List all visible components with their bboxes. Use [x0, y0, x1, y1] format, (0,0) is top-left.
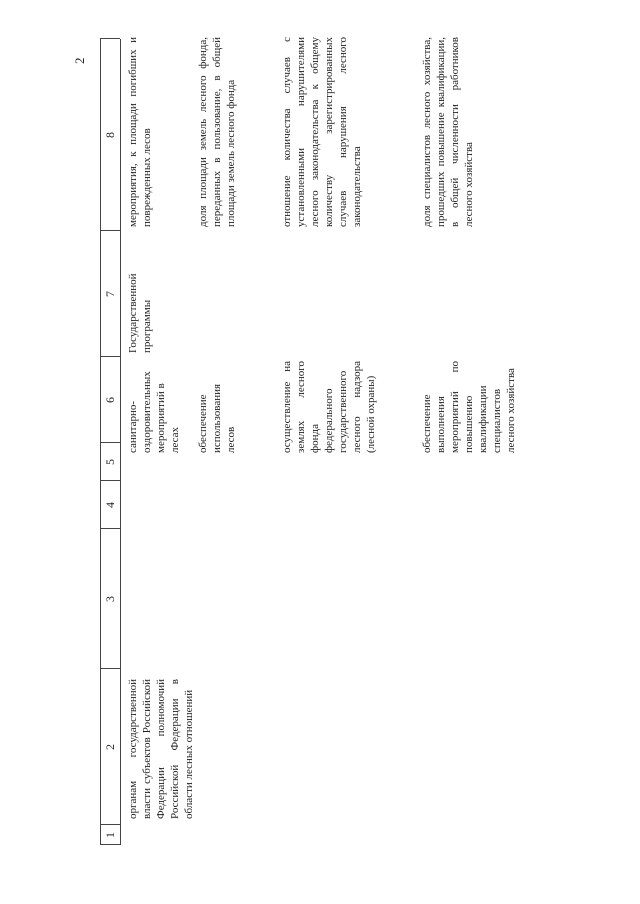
- col-divider-5: [100, 442, 120, 443]
- column-number-5: 5: [103, 459, 117, 465]
- col2-text: органам государственной власти субъектов Российской Федерации полномочий Российской Федерации в области лесных отношений: [127, 679, 195, 819]
- column-number-2: 2: [103, 744, 117, 750]
- header-row-divider: [120, 39, 121, 845]
- col6-entry-2: обеспечение использования лесов: [197, 383, 237, 453]
- col8-entry-1: мероприятия, к площади погибших и поврежденных лесов: [127, 37, 153, 227]
- col6-entry-4: обеспечение выполнения мероприятий по повышению квалификации специалистов лесного хозяйства: [421, 361, 517, 453]
- rotated-table: [100, 25, 640, 845]
- page-number: 2: [72, 57, 87, 64]
- col7-text: Государственной программы: [127, 273, 153, 353]
- col-divider-7: [100, 230, 120, 231]
- col-divider-3: [100, 528, 120, 529]
- col8-entry-3: отношение количества случаев с установленными нарушителями лесного законодательства к общему количеству зарегистрированных случаев нарушения лесного законодательства: [281, 37, 363, 227]
- column-number-7: 7: [103, 291, 117, 297]
- column-number-4: 4: [103, 502, 117, 508]
- column-number-3: 3: [103, 596, 117, 602]
- table-right-border: [100, 38, 120, 39]
- col6-entry-3: осуществление на землях лесного фонда федерального государственного лесного надзора (лесной охраны): [281, 361, 377, 453]
- col-divider-4: [100, 480, 120, 481]
- col8-entry-2: доля площади земель лесного фонда, переданных в пользование, в общей площади земель лесного фонда: [197, 37, 237, 227]
- col6-entry-1: санитарно-оздоровительных мероприятий в лесах: [127, 371, 181, 453]
- column-number-8: 8: [103, 132, 117, 138]
- col8-entry-4: доля специалистов лесного хозяйства, прошедших повышение квалификации, в общей численности работников лесного хозяйства: [421, 37, 475, 227]
- column-number-1: 1: [103, 832, 117, 838]
- col-divider-2: [100, 668, 120, 669]
- column-number-6: 6: [103, 397, 117, 403]
- col-divider-6: [100, 356, 120, 357]
